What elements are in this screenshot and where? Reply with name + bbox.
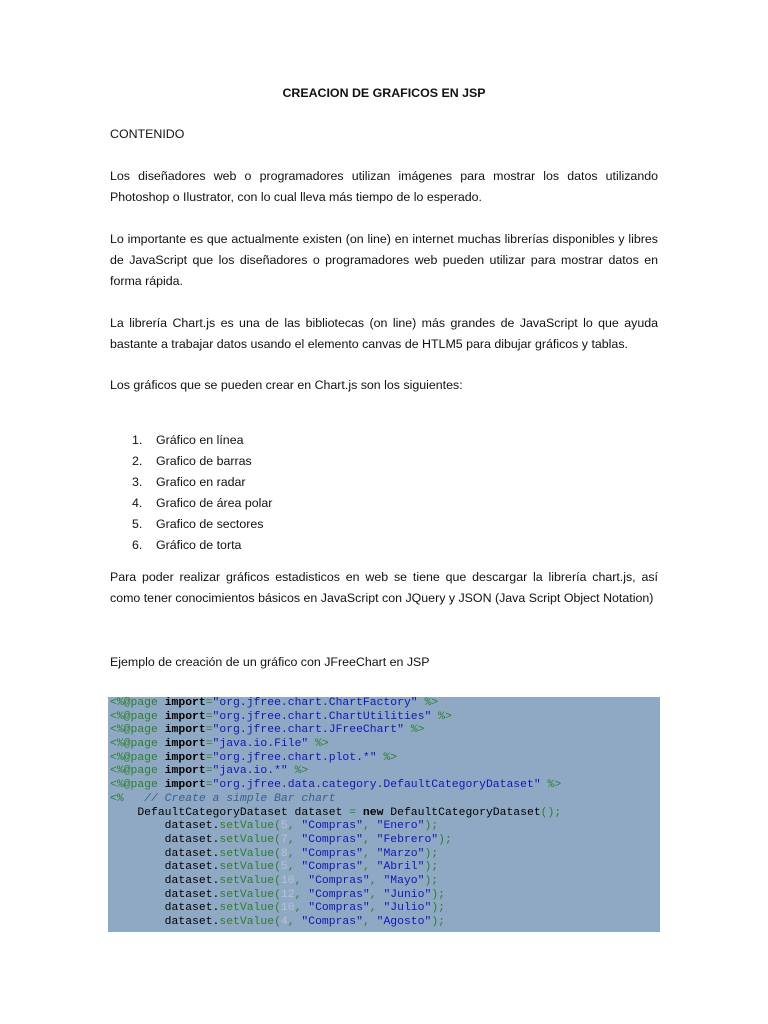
code-line: <%@page import="org.jfree.data.category.DefaultCategoryDataset" %>: [110, 779, 562, 792]
code-line: <% // Create a simple Bar chart: [110, 792, 336, 805]
paragraph-6: Ejemplo de creación de un gráfico con JFreeChart en JSP: [110, 655, 430, 669]
chart-types-list: [110, 430, 272, 556]
code-line: <%@page import="org.jfree.chart.JFreeChart" %>: [110, 724, 425, 737]
code-line: dataset.setValue(5, "Compras", "Enero");: [110, 820, 439, 833]
paragraph-5: Para poder realizar gráficos estadisticos en web se tiene que descargar la librería chart.js, así como tener conocimientos básicos en JavaScript con JQuery y JSON (Java Script Object Notation): [110, 570, 658, 605]
list-item: 1. Gráfico en línea: [132, 433, 244, 447]
code-line: DefaultCategoryDataset dataset = new DefaultCategoryDataset();: [110, 806, 562, 819]
code-line: <%@page import="org.jfree.chart.ChartUtilities" %>: [110, 710, 452, 723]
code-line: dataset.setValue(5, "Compras", "Abril");: [110, 861, 439, 874]
paragraph-4: Los gráficos que se pueden crear en Chart.js son los siguientes:: [110, 378, 463, 392]
code-line: dataset.setValue(12, "Compras", "Junio");: [110, 888, 445, 901]
list-item: 3. Grafico en radar: [132, 475, 246, 489]
list-item: 4. Grafico de área polar: [132, 496, 273, 510]
code-block: [108, 697, 660, 932]
code-line: <%@page import="org.jfree.chart.ChartFactory" %>: [110, 697, 439, 709]
code-line: dataset.setValue(10, "Compras", "Mayo");: [110, 874, 439, 887]
code-line: <%@page import="java.io.File" %>: [110, 738, 329, 751]
code-line: <%@page import="java.io.*" %>: [110, 765, 309, 778]
code-line: dataset.setValue(10, "Compras", "Julio");: [110, 902, 445, 915]
list-item: 2. Grafico de barras: [132, 454, 252, 468]
paragraph-1: Los diseñadores web o programadores utilizan imágenes para mostrar los datos utilizando Photoshop o Ilustrator, con lo cual lleva más tiempo de lo esperado.: [110, 169, 658, 204]
paragraph-3: La librería Chart.js es una de las bibliotecas (on line) más grandes de JavaScript lo que ayuda bastante a trabajar datos usando el elemento canvas de HTLM5 para dibujar gráficos y tablas.: [110, 316, 658, 351]
paragraph-2: Lo importante es que actualmente existen (on line) en internet muchas librerías disponibles y libres de JavaScript que los diseñadores o programadores web pueden utilizar para mostrar datos en forma rápida.: [110, 232, 658, 288]
code-line: <%@page import="org.jfree.chart.plot.*" %>: [110, 751, 398, 764]
list-item: 5. Grafico de sectores: [132, 517, 264, 531]
code-line: dataset.setValue(4, "Compras", "Agosto");: [110, 916, 445, 928]
code-line: dataset.setValue(8, "Compras", "Marzo");: [110, 847, 439, 860]
code-line: dataset.setValue(7, "Compras", "Febrero");: [110, 833, 452, 846]
section-heading: CONTENIDO: [110, 127, 185, 141]
page-title: CREACION DE GRAFICOS EN JSP: [282, 86, 486, 100]
list-item: 6. Gráfico de torta: [132, 538, 242, 552]
